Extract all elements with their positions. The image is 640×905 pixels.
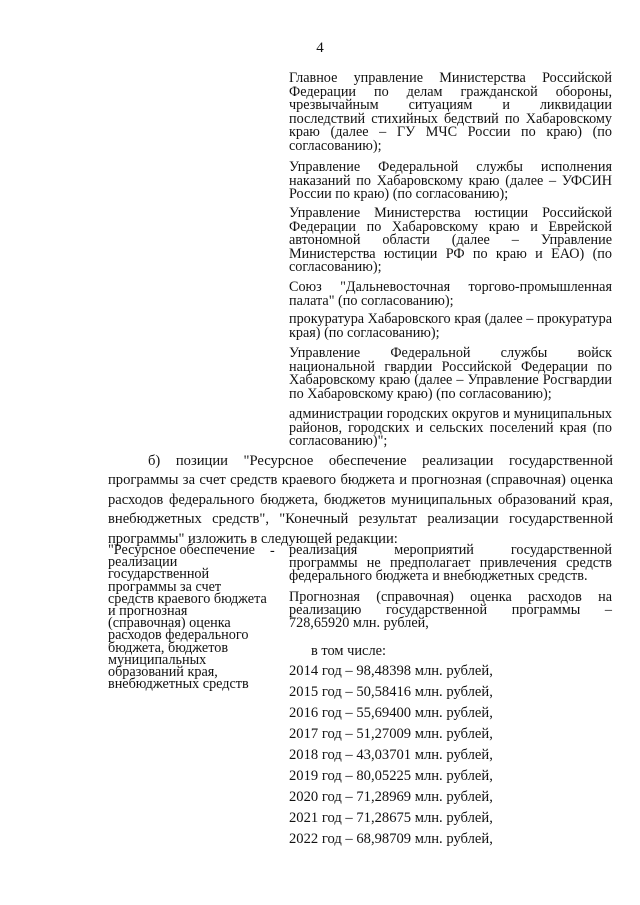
table-left-label: "Ресурсное обеспечение реализации государственной программы за счет средств краевого бюджета и прогнозная (справочная) оценка расходов федерального бюджета, бюджетов муниципальных образований края, внебюджетных средств (108, 542, 267, 693)
year-row-2022: 2022 год – 68,98709 млн. рублей, (289, 831, 493, 847)
table-dash: - (270, 543, 275, 559)
table-right-intro: реализация мероприятий государственной программы не предполагает привлечения средств федерального бюджета и внебюджетных средств. (289, 542, 612, 585)
org-entry-national-guard: Управление Федеральной службы войск национальной гвардии Российской Федерации по Хабаровскому краю (далее – Управление Росгвардии по Хабаровскому краю) (по согласованию); (289, 345, 612, 402)
including-label: в том числе: (311, 643, 387, 659)
org-entry-prosecutor-office: прокуратура Хабаровского края (далее – прокуратура края) (по согласованию); (289, 311, 612, 341)
forecast-text: Прогнозная (справочная) оценка расходов на реализацию государственной программы – 728,65920 млн. рублей, (289, 589, 612, 632)
year-row-2017: 2017 год – 51,27009 млн. рублей, (289, 726, 493, 742)
year-row-2016: 2016 год – 55,69400 млн. рублей, (289, 705, 493, 721)
year-row-2014: 2014 год – 98,48398 млн. рублей, (289, 663, 493, 679)
year-row-2015: 2015 год – 50,58416 млн. рублей, (289, 684, 493, 700)
paragraph-b: б) позиции "Ресурсное обеспечение реализации государственной программы за счет средств краевого бюджета и прогнозная (справочная) оценка расходов федерального бюджета, бюджетов муниципальных образований края, внебюджетных средств", "Конечный результат реализации государственной программы" изложить в следующей редакции: (108, 453, 613, 547)
org-entry-justice-ministry: Управление Министерства юстиции Российской Федерации по Хабаровскому краю и Еврейской автономной области (далее – Управление Министерства юстиции РФ по краю и ЕАО) (по согласованию); (289, 205, 612, 276)
year-row-2021: 2021 год – 71,28675 млн. рублей, (289, 810, 493, 826)
org-entry-chamber-of-commerce: Союз "Дальневосточная торгово-промышленная палата" (по согласованию); (289, 279, 612, 309)
org-entry-penitentiary-service: Управление Федеральной службы исполнения наказаний по Хабаровскому краю (далее – УФСИН России по краю) (по согласованию); (289, 159, 612, 203)
page-number: 4 (316, 40, 324, 56)
org-entry-emergency-ministry: Главное управление Министерства Российской Федерации по делам гражданской обороны, чрезвычайным ситуациям и ликвидации последствий стихийных бедствий по Хабаровскому краю (далее – ГУ МЧС России по краю) (по согласованию); (289, 70, 612, 154)
year-row-2018: 2018 год – 43,03701 млн. рублей, (289, 747, 493, 763)
org-entry-municipal-administrations: администрации городских округов и муниципальных районов, городских и сельских поселений края (по согласованию)"; (289, 406, 612, 450)
year-row-2020: 2020 год – 71,28969 млн. рублей, (289, 789, 493, 805)
year-row-2019: 2019 год – 80,05225 млн. рублей, (289, 768, 493, 784)
